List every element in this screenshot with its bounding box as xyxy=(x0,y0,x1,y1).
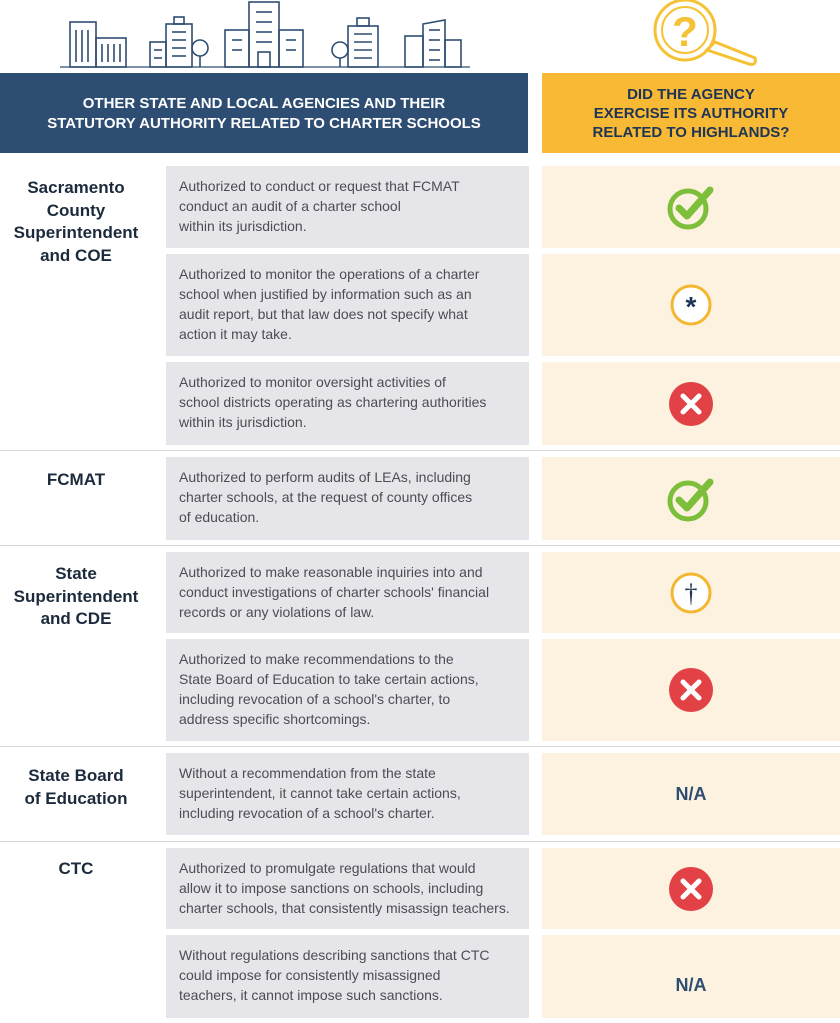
answer-cell xyxy=(542,753,840,835)
authority-description: Authorized to perform audits of LEAs, including charter schools, at the request of county offices of education. xyxy=(166,457,529,540)
agency-label: CTC xyxy=(58,859,94,878)
authority-description: Authorized to make recommendations to the State Board of Education to take certain actions, including revocation of a school's charter, to address specific shortcomings. xyxy=(166,639,529,741)
group-divider xyxy=(0,450,840,451)
authority-description: Authorized to monitor the operations of a charter school when justified by information such as an audit report, but that law does not specify what action it may take. xyxy=(166,254,529,356)
answer-cell xyxy=(542,254,840,356)
answer-cell xyxy=(542,457,840,540)
header-exercised-title: DID THE AGENCY EXERCISE ITS AUTHORITY RELATED TO HIGHLANDS? xyxy=(592,85,790,141)
answer-cell xyxy=(542,935,840,1018)
answer-cell xyxy=(542,848,840,929)
agency-label: State Board of Education xyxy=(24,766,128,808)
building-icon xyxy=(405,20,461,67)
building-icons xyxy=(60,0,470,72)
header-agencies xyxy=(0,73,528,153)
dagger-icon xyxy=(669,571,713,615)
asterisk-icon xyxy=(669,283,713,327)
building-icon xyxy=(332,18,378,67)
magnifier-question-icon xyxy=(645,0,765,72)
header-exercised xyxy=(542,73,840,153)
authority-description: Authorized to monitor oversight activities of school districts operating as chartering authorities within its jurisdiction. xyxy=(166,362,529,445)
check-icon xyxy=(666,474,716,524)
building-icon xyxy=(225,2,303,67)
question-mark: ? xyxy=(672,8,698,55)
group-divider xyxy=(0,545,840,546)
x-icon xyxy=(668,866,714,912)
agency-label: Sacramento County Superintendent and COE xyxy=(13,178,139,265)
group-divider xyxy=(0,746,840,747)
agency-label: State Superintendent and CDE xyxy=(13,564,139,628)
group-divider xyxy=(0,841,840,842)
authority-description: Authorized to promulgate regulations that would allow it to impose sanctions on schools, including charter schools, that consistently misassign teachers. xyxy=(166,848,529,929)
check-icon xyxy=(666,182,716,232)
building-icon xyxy=(70,22,126,67)
x-icon xyxy=(668,667,714,713)
partial-symbol: * xyxy=(685,291,697,322)
authority-description: Without regulations describing sanctions that CTC could impose for consistently misassigned teachers, it cannot impose such sanctions. xyxy=(166,935,529,1018)
authority-description: Authorized to conduct or request that FCMAT conduct an audit of a charter school within its jurisdiction. xyxy=(166,166,529,248)
agency-label: FCMAT xyxy=(46,470,106,489)
authority-description: Authorized to make reasonable inquiries into and conduct investigations of charter schools' financial records or any violations of law. xyxy=(166,552,529,633)
answer-cell xyxy=(542,639,840,741)
authority-description: Without a recommendation from the state superintendent, it cannot take certain actions, including revocation of a school's charter. xyxy=(166,753,529,835)
x-icon xyxy=(668,381,714,427)
header-agencies-title: OTHER STATE AND LOCAL AGENCIES AND THEIR STATUTORY AUTHORITY RELATED TO CHARTER SCHOOLS xyxy=(47,95,481,132)
answer-cell xyxy=(542,552,840,633)
building-icon xyxy=(150,17,208,67)
na-label: N/A xyxy=(675,975,707,995)
answer-cell xyxy=(542,166,840,248)
na-label: N/A xyxy=(675,783,707,804)
answer-cell xyxy=(542,362,840,445)
partial-symbol: † xyxy=(684,578,698,608)
